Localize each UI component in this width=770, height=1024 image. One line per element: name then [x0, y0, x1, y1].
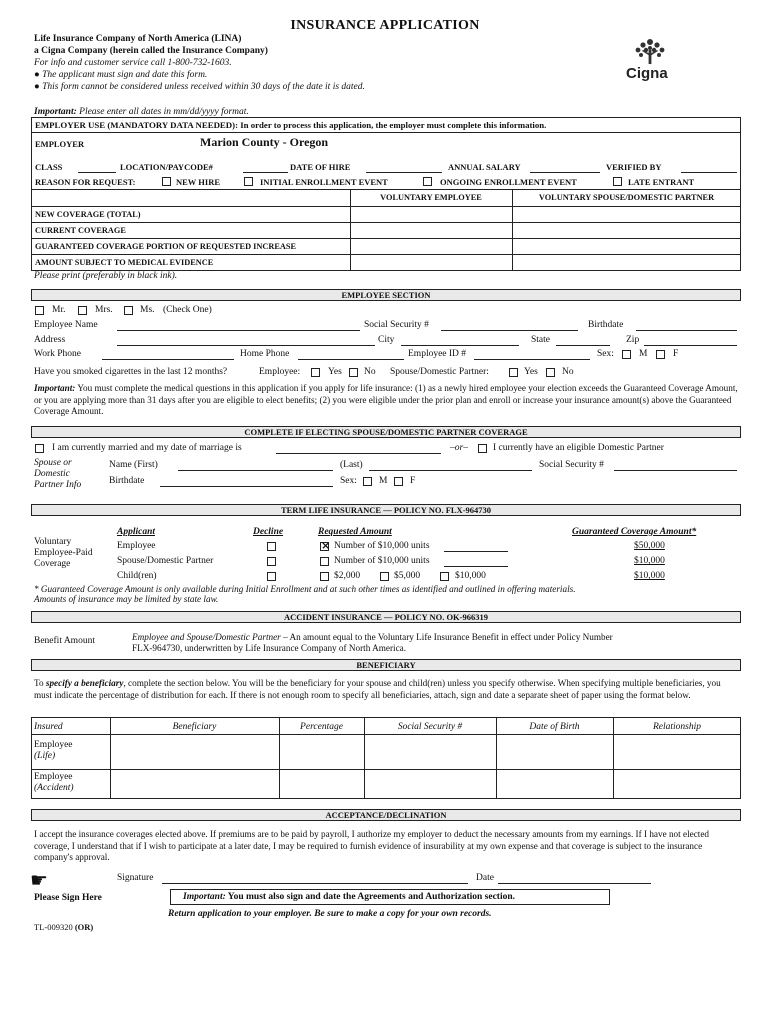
spouse-first-name-field[interactable] — [178, 470, 333, 471]
return-application-note: Return application to your employer. Be sure to make a copy for your own records. — [168, 909, 492, 919]
acceptance-text: I accept the insurance coverages elected above. If premiums are to be paid by payroll, I authorize my employer to deduct the necessary amounts from my earnings. If I have not elected coverage, I understand that if I wish to participate at a later date, I may be required to furnish evidence of insurability at my own expense and that coverage is subject to the insurance company's approval. — [34, 829, 710, 862]
important-text-2: You must complete the medical questions in this application if you apply for life insurance: (1) as a newly hired employee your election exceeds the Guaranteed Coverage Amount, or you are applying more than 31 days after you are eligible to elect benefits; (2) you were eligible under the prior plan and enroll or increase your insurance amount(s) above the Guaranteed Coverage Amount. — [34, 383, 738, 416]
agreements-important-text: You must also sign and date the Agreements and Authorization section. — [225, 892, 516, 902]
annual-salary-label: ANNUAL SALARY — [448, 162, 521, 172]
col-decline: Decline — [253, 527, 284, 537]
new-hire-checkbox[interactable] — [162, 177, 171, 186]
initial-enrollment-checkbox[interactable] — [244, 177, 253, 186]
employee-id-field[interactable] — [474, 359, 590, 360]
spouse-sex-f-label: F — [410, 476, 416, 486]
employee-section-title: EMPLOYEE SECTION — [341, 290, 431, 300]
col-ssn: Social Security # — [397, 722, 463, 732]
children-guaranteed-amount: $10,000 — [634, 571, 665, 581]
col-voluntary-spouse: VOLUNTARY SPOUSE/DOMESTIC PARTNER — [538, 193, 715, 202]
beneficiary-title: BENEFICIARY — [356, 660, 416, 670]
important-label: Important: — [34, 107, 77, 117]
spouse-units-checkbox[interactable] — [320, 557, 329, 566]
decline-employee-checkbox[interactable] — [267, 542, 276, 551]
col-beneficiary: Beneficiary — [172, 722, 217, 732]
benefit-text-line-2: FLX-964730, underwritten by Life Insurance Company of North America. — [132, 643, 407, 653]
domestic-partner-checkbox[interactable] — [478, 444, 487, 453]
employer-use-heading: EMPLOYER USE (MANDATORY DATA NEEDED): In order to process this application, the employer must complete this information. — [35, 120, 547, 130]
spouse-side-label-2: Domestic — [34, 469, 70, 479]
work-phone-field[interactable] — [102, 359, 234, 360]
child-10000-checkbox[interactable] — [440, 572, 449, 581]
pointing-hand-icon: ☛ — [30, 868, 48, 892]
child-2000-label: $2,000 — [334, 571, 361, 581]
employee-units-checkbox[interactable] — [320, 542, 329, 551]
verified-by-label: VERIFIED BY — [606, 162, 662, 172]
decline-children-checkbox[interactable] — [267, 572, 276, 581]
ssn-field[interactable] — [441, 330, 578, 331]
col-insured: Insured — [34, 722, 63, 732]
mr-checkbox[interactable] — [35, 306, 44, 315]
benefit-amount-label: Benefit Amount — [34, 636, 95, 646]
smoke-employee-no-checkbox[interactable] — [349, 368, 358, 377]
beneficiary-intro-bold: specify a beneficiary — [45, 678, 124, 688]
spouse-last-name-field[interactable] — [369, 470, 532, 471]
term-row-spouse: Spouse/Domestic Partner — [117, 556, 214, 566]
sex-label: Sex: — [597, 349, 614, 359]
mrs-checkbox[interactable] — [78, 306, 87, 315]
spouse-ssn-field[interactable] — [614, 470, 737, 471]
col-percentage: Percentage — [300, 722, 343, 732]
smoke-spouse-yes-checkbox[interactable] — [509, 368, 518, 377]
location-label: LOCATION/PAYCODE# — [120, 162, 213, 172]
smoke-spouse-no-checkbox[interactable] — [546, 368, 555, 377]
instruction-bullet-2: ● This form cannot be considered unless received within 30 days of the date it is dated. — [34, 82, 365, 92]
married-checkbox[interactable] — [35, 444, 44, 453]
spouse-units-field[interactable] — [444, 566, 508, 567]
employer-label: EMPLOYER — [35, 139, 85, 149]
ongoing-enrollment-checkbox[interactable] — [423, 177, 432, 186]
term-row-employee: Employee — [117, 541, 156, 551]
smoke-employee-label: Employee: — [259, 367, 301, 377]
mrs-label: Mrs. — [95, 305, 113, 315]
agreements-note — [183, 892, 515, 902]
sex-m-label: M — [639, 349, 648, 359]
late-entrant-label: LATE ENTRANT — [628, 177, 695, 187]
child-5000-checkbox[interactable] — [380, 572, 389, 581]
mr-label: Mr. — [52, 305, 66, 315]
row-new-coverage: NEW COVERAGE (TOTAL) — [35, 210, 141, 219]
row-employee-accident-1: Employee — [34, 772, 73, 782]
page-title: INSURANCE APPLICATION — [290, 18, 480, 33]
ms-label: Ms. — [140, 305, 155, 315]
employee-name-field[interactable] — [117, 330, 360, 331]
or-text: –or– — [450, 443, 468, 453]
sex-m-checkbox[interactable] — [622, 350, 631, 359]
address-field[interactable] — [117, 345, 375, 346]
spouse-guaranteed-amount: $10,000 — [634, 556, 665, 566]
acceptance-title: ACCEPTANCE/DECLINATION — [325, 810, 447, 820]
form-code-suffix: (OR) — [74, 922, 94, 932]
married-label: I am currently married and my date of marriage is — [52, 443, 242, 453]
smoke-spouse-label: Spouse/Domestic Partner: — [390, 367, 489, 377]
important-text: Please enter all dates in mm/dd/yyyy format. — [76, 107, 249, 117]
state-field[interactable] — [556, 345, 610, 346]
spouse-first-name-label: Name (First) — [109, 460, 158, 470]
form-code-number: TL-009320 — [34, 922, 73, 932]
state-label: State — [531, 335, 550, 345]
zip-label: Zip — [626, 335, 640, 345]
spouse-sex-m-label: M — [379, 476, 388, 486]
home-phone-label: Home Phone — [240, 349, 290, 359]
signature-label: Signature — [117, 873, 154, 883]
zip-field[interactable] — [644, 345, 737, 346]
spouse-units-label: Number of $10,000 units — [334, 556, 430, 566]
ssn-label: Social Security # — [364, 320, 429, 330]
date-label: Date — [476, 873, 494, 883]
col-voluntary-employee: VOLUNTARY EMPLOYEE — [380, 193, 482, 202]
col-date-of-birth: Date of Birth — [529, 722, 580, 732]
spouse-side-label-1: Spouse or — [34, 458, 72, 468]
spouse-section-title: COMPLETE IF ELECTING SPOUSE/DOMESTIC PARTNER COVERAGE — [244, 427, 528, 437]
employee-name-label: Employee Name — [34, 320, 98, 330]
guaranteed-footnote: * Guaranteed Coverage Amount is only available during Initial Enrollment and at such other times as identified and outlined in offering materials. — [34, 584, 576, 594]
employee-units-field[interactable] — [444, 551, 508, 552]
state-law-footnote: Amounts of insurance may be limited by state law. — [34, 594, 219, 604]
home-phone-field[interactable] — [298, 359, 404, 360]
smoke-employee-yes-label: Yes — [328, 367, 342, 377]
smoke-spouse-yes-label: Yes — [524, 367, 538, 377]
decline-spouse-checkbox[interactable] — [267, 557, 276, 566]
spouse-ssn-label: Social Security # — [539, 460, 604, 470]
verified-by-field[interactable] — [681, 172, 737, 173]
smoke-question: Have you smoked cigarettes in the last 12 months? — [34, 367, 228, 377]
spouse-birthdate-field[interactable] — [160, 486, 333, 487]
please-sign-here: Please Sign Here — [34, 893, 102, 903]
cigna-logo-text: Cigna — [626, 65, 668, 82]
smoke-employee-yes-checkbox[interactable] — [311, 368, 320, 377]
term-side-label-2: Employee-Paid — [34, 548, 93, 558]
child-2000-checkbox[interactable] — [320, 572, 329, 581]
col-applicant: Applicant — [117, 527, 156, 537]
smoke-spouse-no-label: No — [562, 367, 574, 377]
date-of-hire-field[interactable] — [366, 172, 442, 173]
spouse-birthdate-label: Birthdate — [109, 476, 145, 486]
row-current-coverage: CURRENT COVERAGE — [35, 226, 126, 235]
spouse-side-label-3: Partner Info — [34, 480, 82, 490]
company-line-1: Life Insurance Company of North America (LINA) — [34, 34, 242, 44]
new-hire-label: NEW HIRE — [176, 177, 221, 187]
smoke-employee-no-label: No — [364, 367, 376, 377]
marriage-date-field[interactable] — [276, 453, 441, 454]
col-requested-amount: Requested Amount — [318, 527, 392, 537]
child-5000-label: $5,000 — [394, 571, 421, 581]
employee-units-label: Number of $10,000 units — [334, 541, 430, 551]
child-10000-label: $10,000 — [455, 571, 486, 581]
row-guaranteed-portion: GUARANTEED COVERAGE PORTION OF REQUESTED INCREASE — [35, 242, 297, 251]
employee-id-label: Employee ID # — [408, 349, 467, 359]
birthdate-field[interactable] — [636, 330, 737, 331]
class-label: CLASS — [35, 162, 63, 172]
ongoing-enrollment-label: ONGOING ENROLLMENT EVENT — [440, 177, 577, 187]
company-line-2: a Cigna Company (herein called the Insurance Company) — [34, 46, 268, 56]
col-guaranteed-amount: Guaranteed Coverage Amount* — [572, 527, 697, 537]
work-phone-label: Work Phone — [34, 349, 81, 359]
cigna-tree-icon — [620, 36, 690, 92]
important-label-2: Important: — [34, 383, 76, 393]
sex-f-label: F — [673, 349, 679, 359]
instruction-bullet-1: ● The applicant must sign and date this form. — [34, 70, 208, 80]
benefit-italic: Employee and Spouse/Domestic Partner — [132, 632, 281, 642]
address-label: Address — [34, 335, 66, 345]
city-label: City — [378, 335, 395, 345]
row-employee-life-1: Employee — [34, 740, 73, 750]
accident-title: ACCIDENT INSURANCE — POLICY NO. OK-966319 — [283, 612, 489, 622]
city-field[interactable] — [401, 345, 519, 346]
spouse-sex-f-checkbox[interactable] — [394, 477, 403, 486]
class-field[interactable] — [78, 172, 116, 173]
agreements-important-label: Important: — [183, 892, 226, 902]
spouse-sex-m-checkbox[interactable] — [363, 477, 372, 486]
term-row-children: Child(ren) — [117, 571, 157, 581]
col-relationship: Relationship — [652, 722, 702, 732]
date-of-hire-label: DATE OF HIRE — [290, 162, 351, 172]
late-entrant-checkbox[interactable] — [613, 177, 622, 186]
sex-f-checkbox[interactable] — [656, 350, 665, 359]
term-side-label-3: Coverage — [34, 559, 71, 569]
beneficiary-intro-pre: To — [34, 678, 46, 688]
annual-salary-field[interactable] — [530, 172, 600, 173]
beneficiary-intro-text: , complete the section below. You will be the beneficiary for your spouse and child(ren) unless you specify otherwise. When specifying multiple beneficiaries, you must indicate the percentage of distribution for each. If there is not enough room to specify all beneficiaries, attach, sign and date a separate sheet of paper using the format below. — [34, 678, 721, 700]
medical-questions-note — [34, 383, 739, 418]
term-life-title: TERM LIFE INSURANCE — POLICY NO. FLX-964730 — [280, 505, 492, 515]
benefit-text-1: – An amount equal to the Voluntary Life Insurance Benefit in effect under Policy Number — [280, 632, 613, 642]
spouse-last-name-label: (Last) — [340, 460, 363, 470]
ms-checkbox[interactable] — [124, 306, 133, 315]
beneficiary-intro — [34, 678, 739, 701]
employee-guaranteed-amount: $50,000 — [634, 541, 665, 551]
reason-label: REASON FOR REQUEST: — [35, 177, 136, 187]
domestic-partner-label: I currently have an eligible Domestic Partner — [493, 443, 664, 453]
initial-enrollment-label: INITIAL ENROLLMENT EVENT — [260, 177, 388, 187]
form-code — [34, 922, 93, 932]
date-field[interactable] — [498, 883, 651, 884]
birthdate-label: Birthdate — [588, 320, 624, 330]
row-employee-accident-2: (Accident) — [34, 783, 74, 793]
service-line: For info and customer service call 1-800-732-1603. — [34, 58, 232, 68]
spouse-sex-label: Sex: — [340, 476, 357, 486]
term-side-label-1: Voluntary — [34, 537, 72, 547]
print-note: Please print (preferably in black ink). — [34, 271, 178, 281]
row-employee-life-2: (Life) — [34, 751, 56, 761]
signature-field[interactable] — [162, 883, 468, 884]
location-field[interactable] — [243, 172, 288, 173]
employer-value[interactable]: Marion County - Oregon — [200, 135, 329, 149]
check-one-note: (Check One) — [163, 305, 212, 315]
benefit-text-line-1 — [132, 632, 613, 642]
row-medical-evidence: AMOUNT SUBJECT TO MEDICAL EVIDENCE — [35, 258, 214, 267]
